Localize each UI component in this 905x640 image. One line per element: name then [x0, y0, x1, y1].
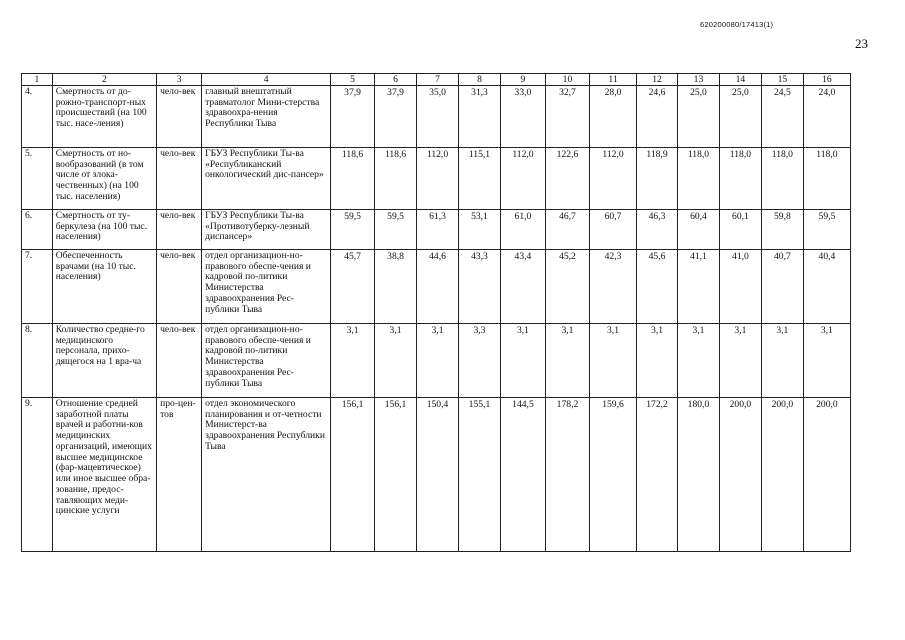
responsible-cell: отдел экономического планирования и от-четности Министерст-ва здравоохранения Республики Тыва — [202, 398, 331, 552]
unit-cell: про-цен-тов — [157, 398, 202, 552]
value-cell: 24,5 — [761, 86, 803, 148]
header-cell: 13 — [677, 74, 719, 86]
value-cell: 37,9 — [375, 86, 417, 148]
value-cell: 40,4 — [803, 250, 850, 324]
table-row — [22, 210, 851, 250]
value-cell: 45,2 — [545, 250, 589, 324]
value-cell: 41,0 — [719, 250, 761, 324]
table-row — [22, 86, 851, 148]
value-cell: 200,0 — [803, 398, 850, 552]
value-cell: 35,0 — [417, 86, 459, 148]
responsible-cell: отдел организацион-но-правового обеспе-чения и кадровой по-литики Министерства здравоохранения Рес-публики Тыва — [202, 250, 331, 324]
value-cell: 144,5 — [500, 398, 545, 552]
row-number-cell: 7. — [22, 250, 53, 324]
value-cell: 31,3 — [458, 86, 500, 148]
value-cell: 3,1 — [545, 324, 589, 398]
value-cell: 37,9 — [331, 86, 375, 148]
value-cell: 112,0 — [417, 148, 459, 210]
page-number: 23 — [855, 36, 868, 51]
value-cell: 61,0 — [500, 210, 545, 250]
value-cell: 25,0 — [719, 86, 761, 148]
value-cell: 46,3 — [637, 210, 678, 250]
unit-cell: чело-век — [157, 148, 202, 210]
indicator-name-cell: Обеспеченность врачами (на 10 тыс. населения) — [52, 250, 156, 324]
table-row — [22, 148, 851, 210]
unit-cell: чело-век — [157, 86, 202, 148]
value-cell: 118,9 — [637, 148, 678, 210]
table-row — [22, 398, 851, 552]
value-cell: 25,0 — [677, 86, 719, 148]
responsible-cell: ГБУЗ Республики Ты-ва «Противотуберку-лезный диспансер» — [202, 210, 331, 250]
value-cell: 3,1 — [500, 324, 545, 398]
header-cell: 1 — [22, 74, 53, 86]
document-id-code: 620200080/17413(1) — [700, 20, 774, 29]
value-cell: 40,7 — [761, 250, 803, 324]
value-cell: 44,6 — [417, 250, 459, 324]
value-cell: 3,1 — [719, 324, 761, 398]
value-cell: 43,3 — [458, 250, 500, 324]
unit-cell: чело-век — [157, 210, 202, 250]
header-cell: 3 — [157, 74, 202, 86]
indicator-name-cell: Количество средне-го медицинского персонала, прихо-дящегося на 1 вра-ча — [52, 324, 156, 398]
value-cell: 115,1 — [458, 148, 500, 210]
header-cell: 9 — [500, 74, 545, 86]
header-cell: 6 — [375, 74, 417, 86]
value-cell: 200,0 — [719, 398, 761, 552]
unit-cell: чело-век — [157, 324, 202, 398]
value-cell: 32,7 — [545, 86, 589, 148]
header-row — [22, 74, 851, 86]
value-cell: 3,1 — [589, 324, 636, 398]
header-cell: 10 — [545, 74, 589, 86]
value-cell: 24,6 — [637, 86, 678, 148]
value-cell: 172,2 — [637, 398, 678, 552]
row-number-cell: 4. — [22, 86, 53, 148]
value-cell: 38,8 — [375, 250, 417, 324]
value-cell: 156,1 — [375, 398, 417, 552]
value-cell: 156,1 — [331, 398, 375, 552]
value-cell: 112,0 — [589, 148, 636, 210]
row-number-cell: 5. — [22, 148, 53, 210]
value-cell: 112,0 — [500, 148, 545, 210]
value-cell: 3,1 — [803, 324, 850, 398]
value-cell: 118,6 — [331, 148, 375, 210]
header-cell: 16 — [803, 74, 850, 86]
value-cell: 59,5 — [803, 210, 850, 250]
responsible-cell: ГБУЗ Республики Ты-ва «Республиканский онкологический дис-пансер» — [202, 148, 331, 210]
indicators-table — [21, 73, 851, 552]
value-cell: 33,0 — [500, 86, 545, 148]
value-cell: 60,4 — [677, 210, 719, 250]
indicator-name-cell: Смертность от но-вообразований (в том числе от злока-чественных) (на 100 тыс. населения) — [52, 148, 156, 210]
table-row — [22, 324, 851, 398]
value-cell: 60,7 — [589, 210, 636, 250]
value-cell: 3,1 — [637, 324, 678, 398]
unit-cell: чело-век — [157, 250, 202, 324]
row-number-cell: 9. — [22, 398, 53, 552]
indicator-name-cell: Отношение средней заработной платы врачей и работни-ков медицинских организаций, имеющих высшее медицинское (фар-мацевтическое) или иное высшее обра-зование, предос-тавляющих меди-цинские услуги — [52, 398, 156, 552]
value-cell: 3,1 — [331, 324, 375, 398]
value-cell: 59,5 — [375, 210, 417, 250]
value-cell: 118,0 — [677, 148, 719, 210]
value-cell: 43,4 — [500, 250, 545, 324]
value-cell: 53,1 — [458, 210, 500, 250]
header-cell: 5 — [331, 74, 375, 86]
value-cell: 159,6 — [589, 398, 636, 552]
value-cell: 28,0 — [589, 86, 636, 148]
value-cell: 61,3 — [417, 210, 459, 250]
value-cell: 59,8 — [761, 210, 803, 250]
row-number-cell: 8. — [22, 324, 53, 398]
value-cell: 42,3 — [589, 250, 636, 324]
value-cell: 3,1 — [761, 324, 803, 398]
value-cell: 24,0 — [803, 86, 850, 148]
header-cell: 14 — [719, 74, 761, 86]
value-cell: 45,7 — [331, 250, 375, 324]
value-cell: 45,6 — [637, 250, 678, 324]
header-cell: 8 — [458, 74, 500, 86]
row-number-cell: 6. — [22, 210, 53, 250]
value-cell: 178,2 — [545, 398, 589, 552]
header-cell: 15 — [761, 74, 803, 86]
responsible-cell: отдел организацион-но-правового обеспе-чения и кадровой по-литики Министерства здравоохранения Рес-публики Тыва — [202, 324, 331, 398]
value-cell: 118,0 — [803, 148, 850, 210]
header-cell: 4 — [202, 74, 331, 86]
value-cell: 155,1 — [458, 398, 500, 552]
value-cell: 180,0 — [677, 398, 719, 552]
value-cell: 118,0 — [761, 148, 803, 210]
indicator-name-cell: Смертность от до-рожно-транспорт-ных происшествий (на 100 тыс. насе-ления) — [52, 86, 156, 148]
value-cell: 118,6 — [375, 148, 417, 210]
value-cell: 46,7 — [545, 210, 589, 250]
value-cell: 3,3 — [458, 324, 500, 398]
responsible-cell: главный внештатный травматолог Мини-стерства здравоохра-нения Республики Тыва — [202, 86, 331, 148]
value-cell: 3,1 — [375, 324, 417, 398]
value-cell: 3,1 — [677, 324, 719, 398]
value-cell: 3,1 — [417, 324, 459, 398]
value-cell: 118,0 — [719, 148, 761, 210]
header-cell: 2 — [52, 74, 156, 86]
header-cell: 7 — [417, 74, 459, 86]
value-cell: 59,5 — [331, 210, 375, 250]
table-body — [22, 74, 851, 552]
value-cell: 41,1 — [677, 250, 719, 324]
header-cell: 11 — [589, 74, 636, 86]
value-cell: 150,4 — [417, 398, 459, 552]
value-cell: 60,1 — [719, 210, 761, 250]
indicator-name-cell: Смертность от ту-беркулеза (на 100 тыс. населения) — [52, 210, 156, 250]
header-cell: 12 — [637, 74, 678, 86]
value-cell: 122,6 — [545, 148, 589, 210]
table-row — [22, 250, 851, 324]
value-cell: 200,0 — [761, 398, 803, 552]
